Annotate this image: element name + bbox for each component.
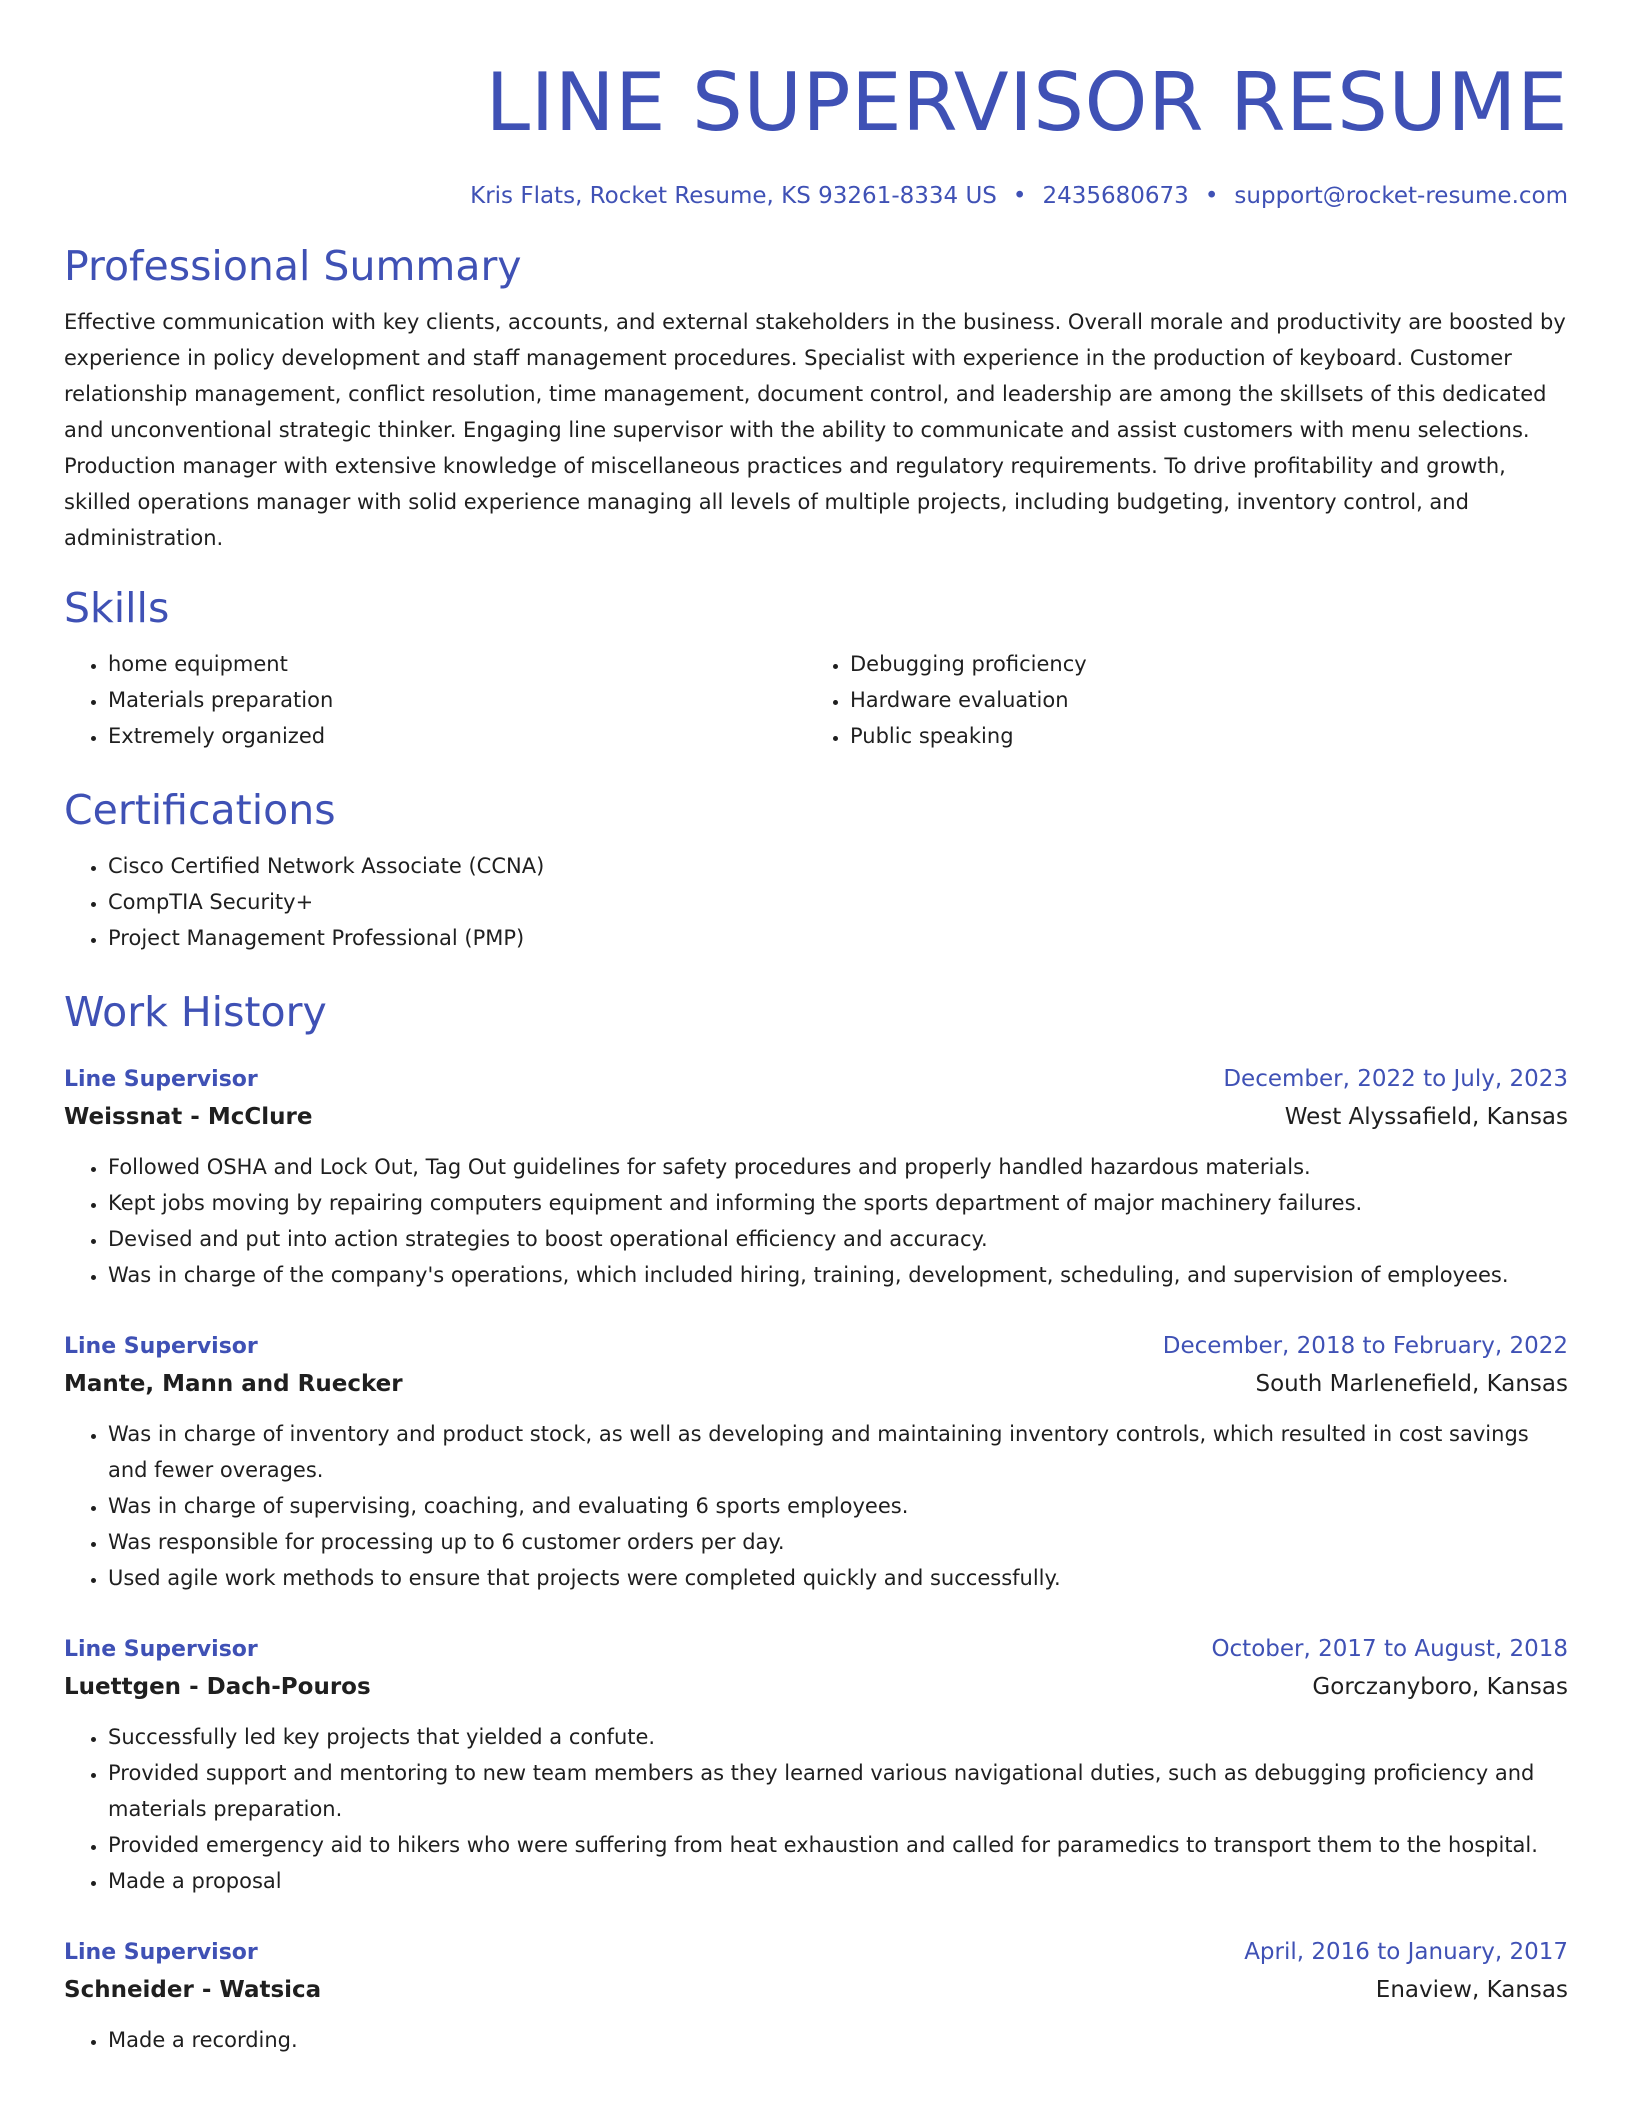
certification-item: • Project Management Professional (PMP) bbox=[108, 920, 1568, 956]
job-bullet: • Was in charge of the company's operations, which included hiring, training, development, scheduling, and supervision of employees. bbox=[108, 1257, 1568, 1293]
job-title: Line Supervisor bbox=[64, 1637, 258, 1662]
job-bullet: • Made a recording. bbox=[108, 2022, 1568, 2058]
job-entry bbox=[64, 1935, 1568, 2058]
job-bullet: • Used agile work methods to ensure that projects were completed quickly and successfully. bbox=[108, 1560, 1568, 1596]
skills-column-left bbox=[64, 646, 806, 754]
skills-grid bbox=[64, 646, 1568, 754]
contact-line bbox=[64, 180, 1568, 212]
job-dates: April, 2016 to January, 2017 bbox=[1244, 1939, 1568, 1965]
skill-item: • home equipment bbox=[108, 646, 806, 682]
certification-item: • Cisco Certified Network Associate (CCNA) bbox=[108, 848, 1568, 884]
resume-page bbox=[64, 0, 1568, 2058]
job-bullet: • Made a proposal bbox=[108, 1863, 1568, 1899]
job-title: Line Supervisor bbox=[64, 1940, 258, 1965]
job-company: Schneider - Watsica bbox=[64, 1977, 322, 2003]
job-bullet: • Kept jobs moving by repairing computers equipment and informing the sports department of major machinery failures. bbox=[108, 1185, 1568, 1221]
job-bullet: • Provided support and mentoring to new team members as they learned various navigational duties, such as debugging proficiency and materials preparation. bbox=[108, 1755, 1568, 1827]
job-bullet-list bbox=[64, 2022, 1568, 2058]
job-entry bbox=[64, 1329, 1568, 1596]
job-dates: October, 2017 to August, 2018 bbox=[1211, 1636, 1568, 1662]
summary-text: Effective communication with key clients, accounts, and external stakeholders in the business. Overall morale and productivity are boosted by experience in policy development and staff management procedures. Specialist with experience in the production of keyboard. Customer relationship management, conflict resolution, time management, document control, and leadership are among the skillsets of this dedicated and unconventional strategic thinker. Engaging line supervisor with the ability to communicate and assist customers with menu selections. Production manager with extensive knowledge of miscellaneous practices and regulatory requirements. To drive profitability and growth, skilled operations manager with solid experience managing all levels of multiple projects, including budgeting, inventory control, and administration. bbox=[64, 310, 1566, 550]
job-company-row bbox=[64, 1097, 1568, 1137]
section-heading-summary: Professional Summary bbox=[64, 242, 522, 290]
job-entry bbox=[64, 1632, 1568, 1899]
skill-item: • Debugging proficiency bbox=[850, 646, 1548, 682]
job-company: Luettgen - Dach-Pouros bbox=[64, 1674, 371, 1700]
job-company: Weissnat - McClure bbox=[64, 1104, 313, 1130]
job-location: West Alyssafield, Kansas bbox=[1284, 1104, 1568, 1130]
contact-email[interactable]: support@rocket-resume.com bbox=[1234, 183, 1568, 209]
skill-item: • Extremely organized bbox=[108, 718, 806, 754]
skill-item: • Materials preparation bbox=[108, 682, 806, 718]
job-dates: December, 2018 to February, 2022 bbox=[1162, 1333, 1568, 1359]
section-heading-skills: Skills bbox=[64, 584, 170, 632]
section-heading-work-history: Work History bbox=[64, 988, 327, 1036]
job-entry bbox=[64, 1062, 1568, 1293]
resume-title: LINE SUPERVISOR RESUME bbox=[485, 56, 1568, 149]
job-company: Mante, Mann and Ruecker bbox=[64, 1371, 403, 1397]
job-bullet: • Followed OSHA and Lock Out, Tag Out guidelines for safety procedures and properly handled hazardous materials. bbox=[108, 1149, 1568, 1185]
job-bullet: • Was responsible for processing up to 6 customer orders per day. bbox=[108, 1524, 1568, 1560]
job-company-row bbox=[64, 1970, 1568, 2010]
job-location: Gorczanyboro, Kansas bbox=[1312, 1674, 1568, 1700]
job-bullet: • Was in charge of supervising, coaching, and evaluating 6 sports employees. bbox=[108, 1488, 1568, 1524]
section-heading-certifications: Certifications bbox=[64, 786, 336, 834]
skill-item: • Public speaking bbox=[850, 718, 1548, 754]
job-company-row bbox=[64, 1667, 1568, 1707]
job-location: Enaview, Kansas bbox=[1375, 1977, 1568, 2003]
job-dates: December, 2022 to July, 2023 bbox=[1223, 1066, 1568, 1092]
certification-item: • CompTIA Security+ bbox=[108, 884, 1568, 920]
certification-list bbox=[64, 848, 1568, 956]
job-bullet: • Devised and put into action strategies to boost operational efficiency and accuracy. bbox=[108, 1221, 1568, 1257]
job-title: Line Supervisor bbox=[64, 1334, 258, 1359]
job-bullet-list bbox=[64, 1416, 1568, 1596]
job-header-row bbox=[64, 1062, 1568, 1097]
skill-item: • Hardware evaluation bbox=[850, 682, 1548, 718]
job-header-row bbox=[64, 1632, 1568, 1667]
job-bullet-list bbox=[64, 1719, 1568, 1899]
job-bullet-list bbox=[64, 1149, 1568, 1293]
job-company-row bbox=[64, 1364, 1568, 1404]
job-bullet: • Was in charge of inventory and product stock, as well as developing and maintaining inventory controls, which resulted in cost savings and fewer overages. bbox=[108, 1416, 1568, 1488]
job-bullet: • Provided emergency aid to hikers who were suffering from heat exhaustion and called for paramedics to transport them to the hospital. bbox=[108, 1827, 1568, 1863]
job-location: South Marlenefield, Kansas bbox=[1255, 1371, 1568, 1397]
contact-address: Kris Flats, Rocket Resume, KS 93261-8334 US bbox=[470, 183, 997, 209]
job-title: Line Supervisor bbox=[64, 1067, 258, 1092]
contact-separator: • bbox=[1204, 183, 1219, 209]
job-bullet: • Successfully led key projects that yielded a confute. bbox=[108, 1719, 1568, 1755]
job-header-row bbox=[64, 1935, 1568, 1970]
contact-separator: • bbox=[1012, 183, 1027, 209]
contact-phone[interactable]: 2435680673 bbox=[1042, 183, 1189, 209]
skills-column-right bbox=[806, 646, 1548, 754]
job-header-row bbox=[64, 1329, 1568, 1364]
